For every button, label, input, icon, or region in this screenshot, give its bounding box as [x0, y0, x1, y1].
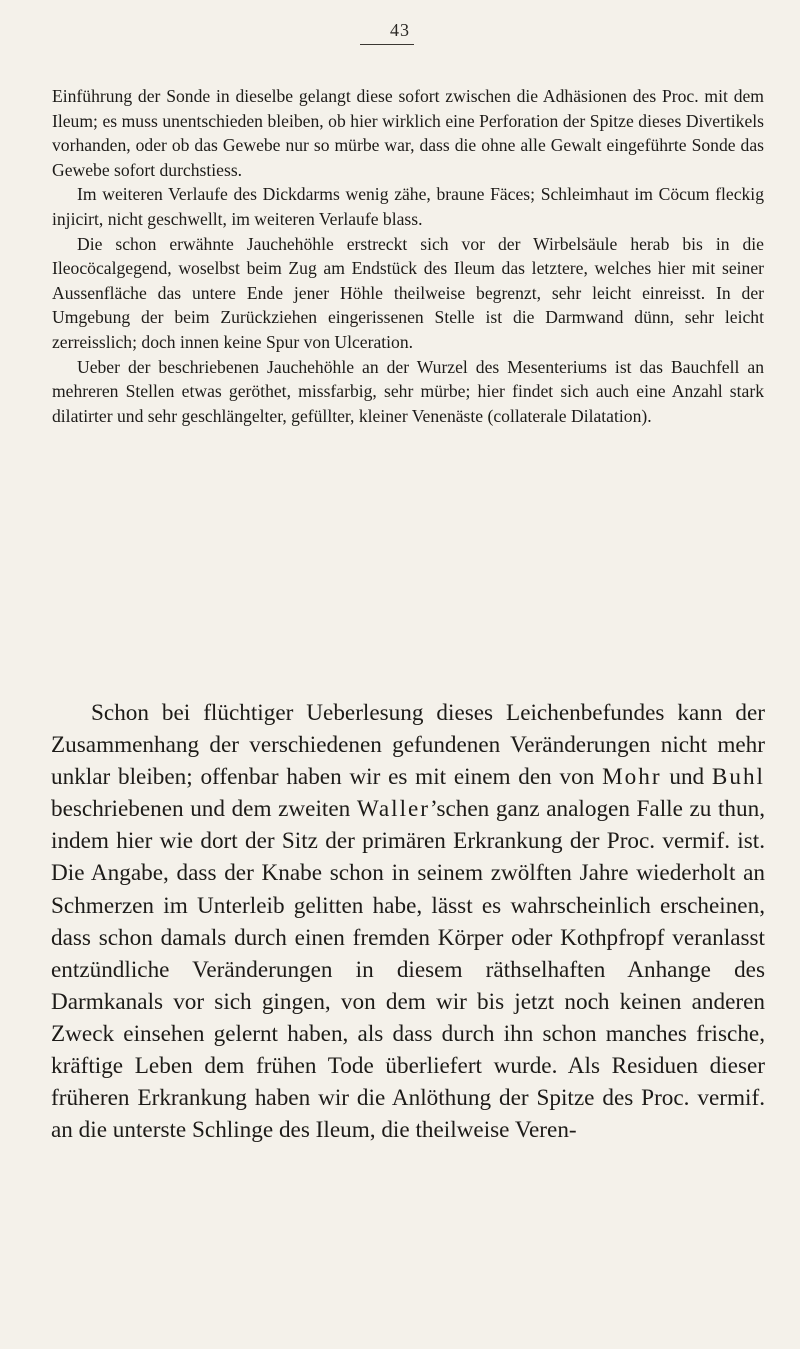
text-part-4: ’schen ganz analogen Falle zu thun, indem hier wie dort der Sitz der primären Erkrankung der Proc. vermif. ist. Die Angabe, dass der Knabe schon in seinem zwölften Jahre wiederholt an Schmerzen im Unterleib gelitten habe, lässt es wahrscheinlich erscheinen, dass schon damals durch einen fremden Körper oder Kothpfropf veranlasst entzündliche Veränderungen in diesem räthselhaften Anhange des Darmkanals vor sich gingen, von dem wir bis jetzt noch keinen anderen Zweck einsehen gelernt haben, als dass durch ihn schon manches frische, kräftige Leben dem frühen Tode überliefert wurde. Als Residuen dieser früheren Erkrankung haben wir die Anlöthung der Spitze des Proc. vermif. an die unterste Schlinge des Ileum, die theilweise Veren- — [51, 796, 765, 1144]
paragraph-jauchehoehle: Die schon erwähnte Jauchehöhle erstreckt sich vor der Wirbelsäule herab bis in die Ileocöcalgegend, woselbst beim Zug am Endstück des Ileum das letztere, welches hier mit seiner Aussenfläche das untere Ende jener Höhle theilweise begrenzt, sehr leicht einreisst. In der Umgebung der beim Zurückziehen eingerissenen Stelle ist die Darmwand dünn, sehr leicht zerreisslich; doch innen keine Spur von Ulceration. — [52, 233, 764, 352]
text-part-1: Schon bei flüchtiger Ueberlesung dieses Leichenbefundes kann der Zusammenhang der verschiedenen gefundenen Veränderungen nicht mehr unklar bleiben; offenbar haben wir es mit einem den von — [51, 700, 765, 791]
author-name-waller: Waller — [356, 796, 431, 823]
small-print-section — [52, 84, 764, 428]
page-number: 43 — [390, 20, 410, 40]
text-part-2: und — [661, 764, 712, 791]
author-name-mohr: Mohr — [602, 764, 662, 791]
page-number-rule — [360, 44, 414, 45]
paragraph-mesenterium: Ueber der beschriebenen Jauchehöhle an der Wurzel des Mesenteriums ist das Bauchfell an mehreren Stellen etwas geröthet, missfarbig, sehr mürbe; hier findet sich auch eine Anzahl stark dilatirter und sehr geschlängelter, gefüllter, kleiner Venenäste (collaterale Dilatation). — [52, 356, 764, 426]
text-part-3: beschriebenen und dem zweiten — [51, 796, 357, 823]
large-print-section — [51, 697, 765, 1146]
paragraph-discussion — [51, 697, 765, 1146]
paragraph-continuation: Einführung der Sonde in dieselbe gelangt diese sofort zwischen die Adhäsionen des Proc. mit dem Ileum; es muss unentschieden bleiben, ob hier wirklich eine Perforation der Spitze dieses Divertikels vorhanden, oder ob das Gewebe nur so mürbe war, dass die ohne alle Gewalt eingeführte Sonde das Gewebe sofort durchstiess. — [52, 86, 764, 180]
paragraph-dickdarm: Im weiteren Verlaufe des Dickdarms wenig zähe, braune Fäces; Schleimhaut im Cöcum fleckig injicirt, nicht geschwellt, im weiteren Verlaufe blass. — [52, 184, 764, 229]
author-name-buhl: Buhl — [711, 764, 766, 791]
